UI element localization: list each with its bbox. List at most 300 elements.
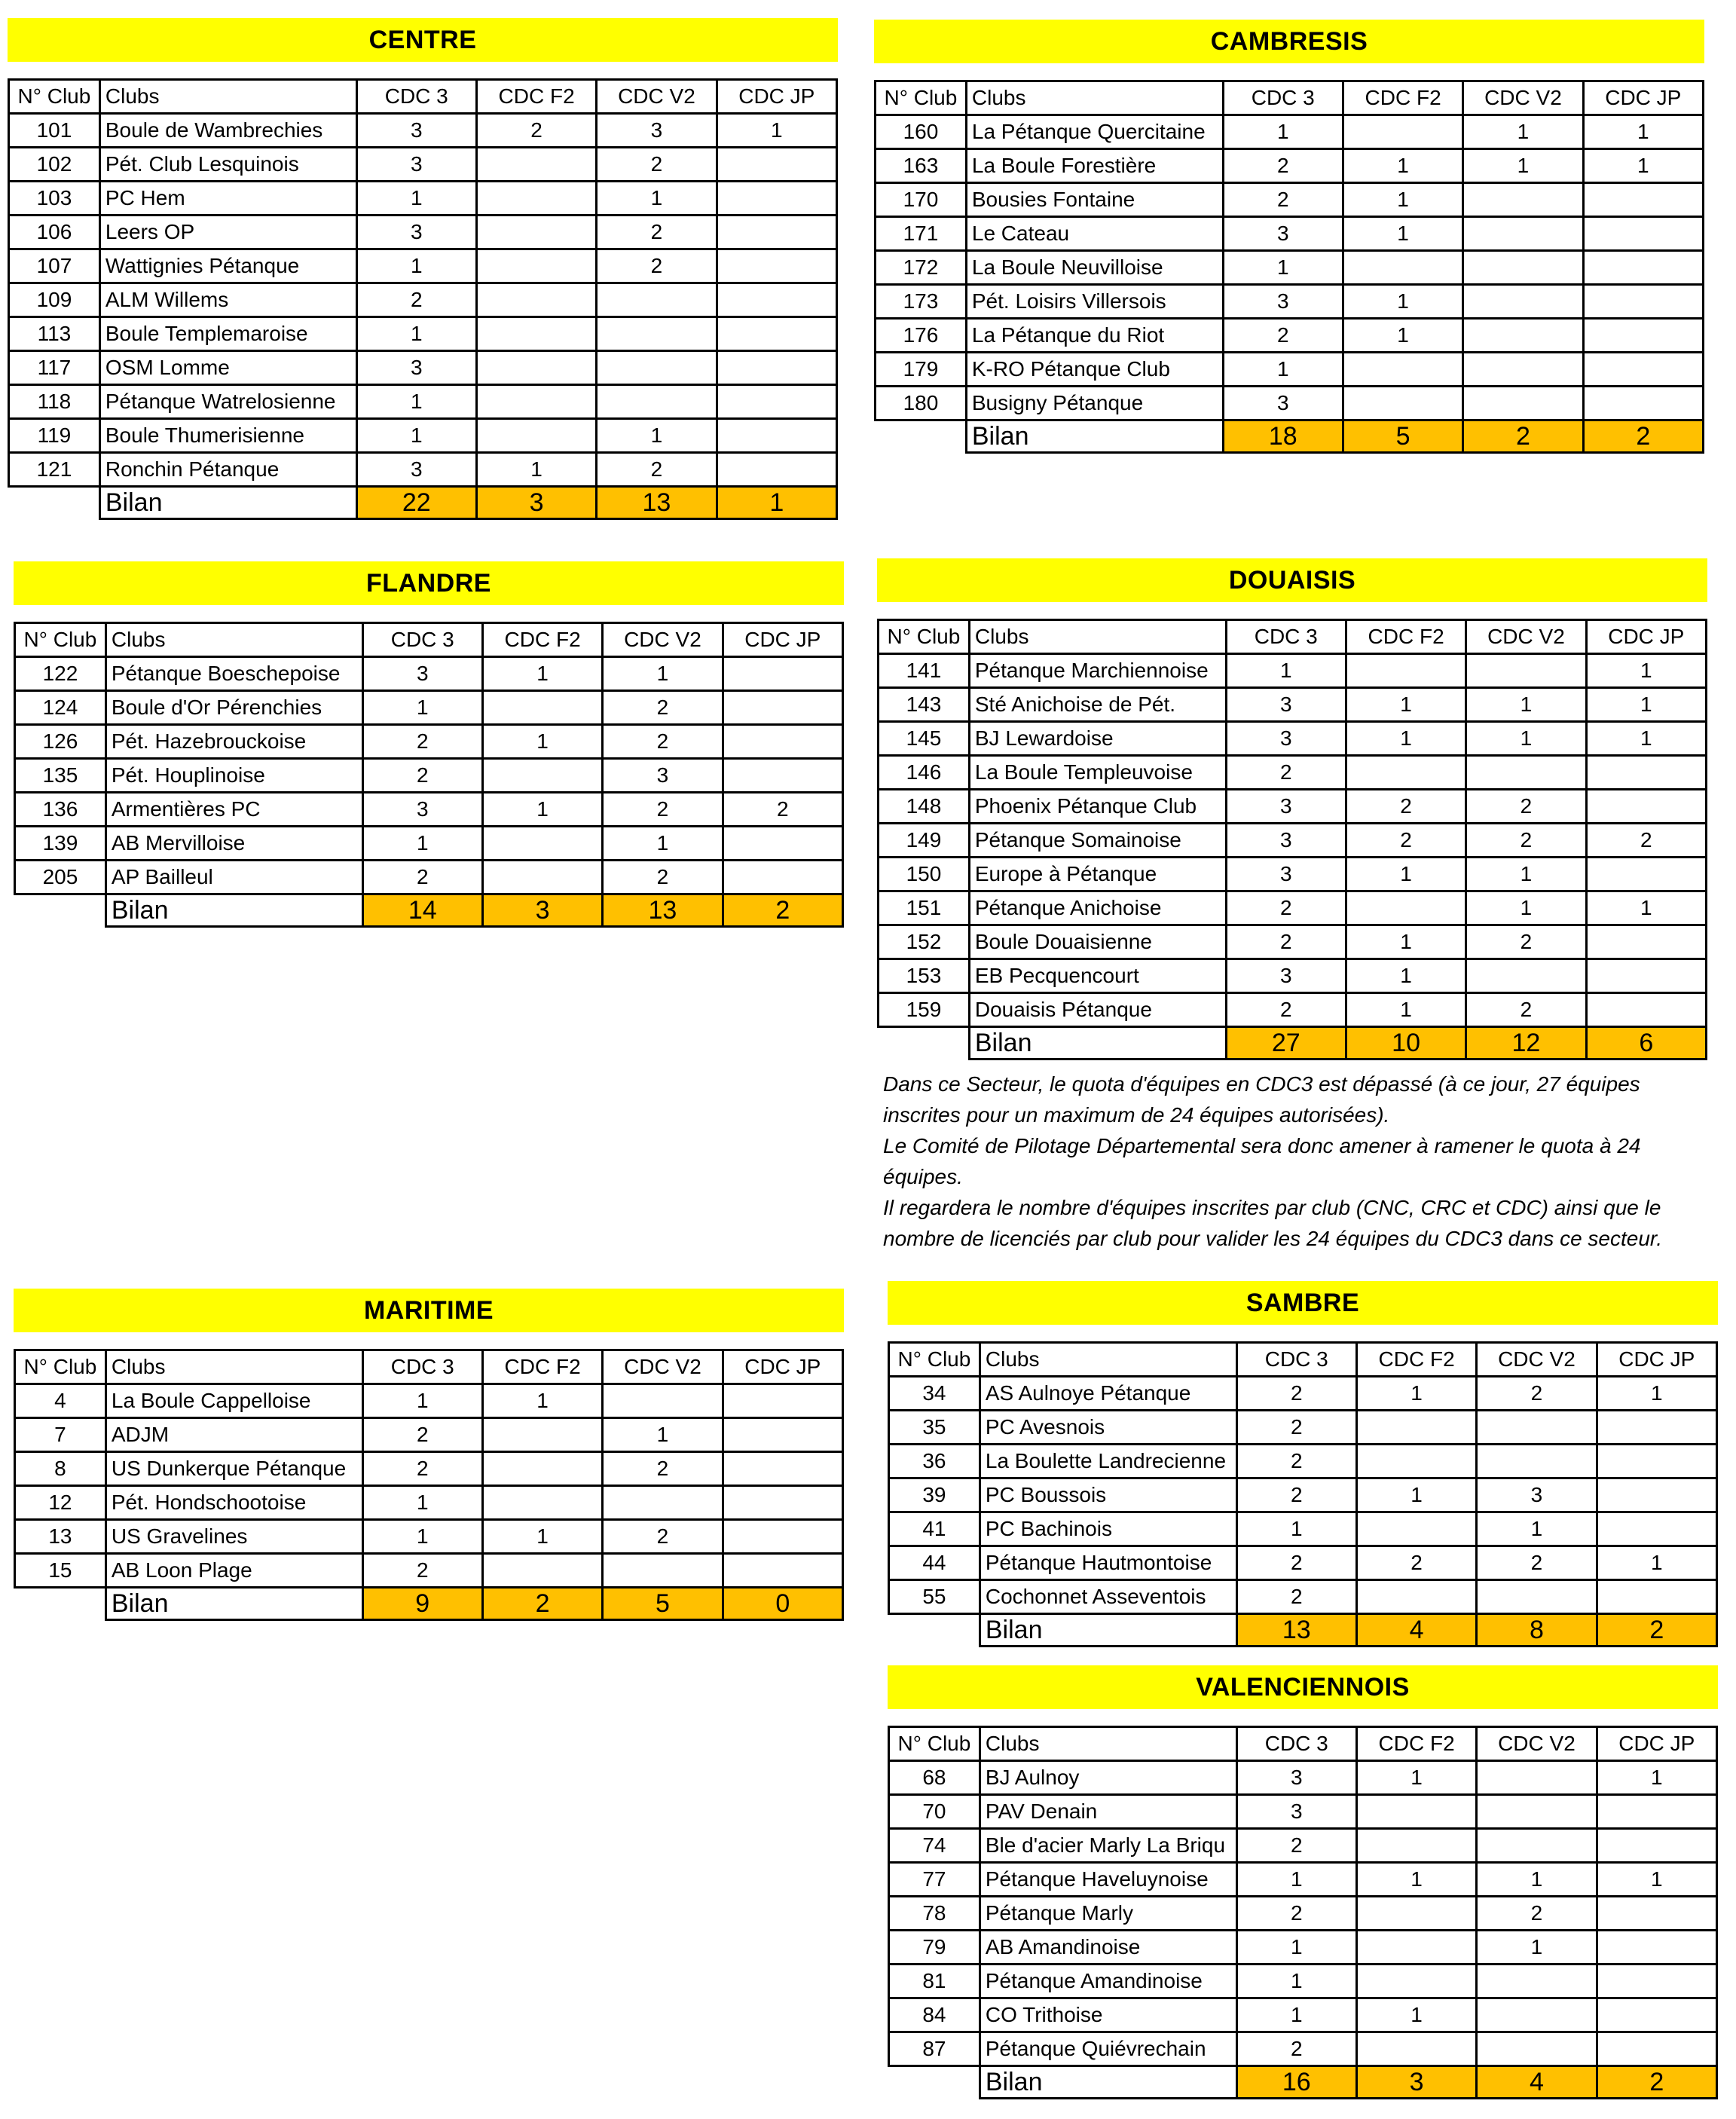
team-count [476,419,596,453]
club-number: 148 [879,790,970,824]
team-count [1346,654,1466,688]
club-name: Pétanque Watrelosienne [99,385,356,419]
team-count [1597,2032,1716,2066]
club-number: 152 [879,925,970,959]
column-header: CDC JP [1597,1727,1716,1761]
club-number: 121 [9,453,100,487]
table-row [15,1554,843,1588]
club-number: 172 [876,251,967,285]
team-count: 3 [1236,1795,1356,1829]
club-name: CO Trithoise [980,1998,1236,2032]
bilan-total: 0 [723,1588,842,1620]
team-count: 1 [1343,149,1462,183]
club-number: 173 [876,285,967,319]
column-header: CDC F2 [1356,1727,1476,1761]
table-row [879,824,1707,858]
team-count [1586,959,1706,993]
team-count [597,283,717,317]
team-count: 1 [362,1520,482,1554]
maritime-table [14,1349,844,1621]
team-count [482,1418,602,1452]
team-count [1463,319,1583,353]
club-name: Douaisis Pétanque [969,993,1226,1027]
club-number: 146 [879,756,970,790]
section-title: VALENCIENNOIS [888,1665,1718,1709]
bilan-total: 14 [362,894,482,927]
team-count [1477,1795,1597,1829]
column-header: Clubs [969,620,1226,654]
table-row [889,2032,1717,2066]
bilan-spacer [876,420,967,453]
bilan-row [15,894,843,927]
team-count: 2 [1236,1411,1356,1445]
team-count: 2 [1223,149,1343,183]
team-count: 3 [1223,285,1343,319]
club-number: 150 [879,858,970,891]
team-count [1356,1965,1476,1998]
team-count: 3 [1226,858,1346,891]
bilan-row [876,420,1704,453]
team-count [1597,1512,1716,1546]
team-count: 1 [1223,115,1343,149]
club-name: BJ Aulnoy [980,1761,1236,1795]
club-number: 15 [15,1554,106,1588]
club-number: 81 [889,1965,980,1998]
table-row [15,759,843,793]
team-count [1466,756,1586,790]
team-count [1466,654,1586,688]
table-row [876,251,1704,285]
bilan-total: 3 [1356,2066,1476,2099]
team-count: 1 [1586,654,1706,688]
team-count [1463,285,1583,319]
team-count [482,691,602,725]
club-name: PAV Denain [980,1795,1236,1829]
team-count [476,317,596,351]
bilan-row [879,1027,1707,1060]
bilan-spacer [15,1588,106,1620]
team-count [1477,2032,1597,2066]
team-count [1477,1580,1597,1614]
club-name: Pétanque Haveluynoise [980,1863,1236,1897]
table-row [15,861,843,894]
section-cambresis [874,20,1704,454]
club-name: ALM Willems [99,283,356,317]
club-name: La Boule Cappelloise [105,1384,362,1418]
table-row [889,1998,1717,2032]
bilan-row [889,2066,1717,2099]
column-header: CDC V2 [1477,1343,1597,1377]
team-count [1356,1795,1476,1829]
team-count: 2 [1236,1445,1356,1478]
team-count: 1 [1597,1761,1716,1795]
team-count: 1 [1586,722,1706,756]
club-number: 119 [9,419,100,453]
team-count: 1 [1356,1761,1476,1795]
team-count: 2 [603,1520,723,1554]
team-count: 1 [356,182,476,216]
team-count: 1 [597,419,717,453]
club-name: AB Loon Plage [105,1554,362,1588]
team-count: 1 [1236,1863,1356,1897]
team-count: 2 [597,249,717,283]
column-header: N° Club [15,1350,106,1384]
club-number: 84 [889,1998,980,2032]
section-title: CENTRE [8,18,838,62]
club-name: Pétanque Marchiennoise [969,654,1226,688]
team-count: 1 [1346,688,1466,722]
bilan-total: 2 [1463,420,1583,453]
team-count: 3 [1226,688,1346,722]
table-row [15,657,843,691]
team-count: 1 [1346,993,1466,1027]
table-row [15,1520,843,1554]
team-count: 2 [1346,824,1466,858]
column-header: Clubs [966,81,1223,115]
section-sambre [888,1281,1718,1647]
team-count: 1 [1477,1931,1597,1965]
club-number: 180 [876,387,967,420]
club-number: 107 [9,249,100,283]
team-count [1477,1445,1597,1478]
team-count: 3 [1226,824,1346,858]
team-count: 2 [362,1418,482,1452]
team-count: 1 [1343,285,1462,319]
club-number: 74 [889,1829,980,1863]
bilan-total: 3 [476,487,596,519]
note-line: Dans ce Secteur, le quota d'équipes en CDC3 est dépassé (à ce jour, 27 équipes [883,1072,1640,1096]
team-count [1586,858,1706,891]
column-header: CDC F2 [1356,1343,1476,1377]
bilan-total: 6 [1586,1027,1706,1060]
team-count [482,759,602,793]
section-title: DOUAISIS [877,558,1707,602]
table-row [9,317,837,351]
team-count: 2 [1236,1897,1356,1931]
note-line: inscrites pour un maximum de 24 équipes autorisées). [883,1103,1390,1127]
club-name: La Boule Forestière [966,149,1223,183]
note-line: nombre de licenciés par club pour valider les 24 équipes du CDC3 dans ce secteur. [883,1227,1662,1250]
club-number: 103 [9,182,100,216]
column-header: CDC F2 [1343,81,1462,115]
table-row [876,183,1704,217]
team-count [1597,1897,1716,1931]
table-row [9,385,837,419]
team-count [1463,353,1583,387]
table-row [879,959,1707,993]
club-number: 135 [15,759,106,793]
team-count: 3 [356,216,476,249]
team-count [723,1486,842,1520]
team-count: 2 [1477,1897,1597,1931]
team-count [1586,925,1706,959]
club-number: 171 [876,217,967,251]
team-count: 3 [1226,722,1346,756]
team-count: 1 [1477,1512,1597,1546]
team-count [723,691,842,725]
team-count [717,148,836,182]
club-number: 87 [889,2032,980,2066]
column-header: CDC 3 [356,80,476,114]
column-header: CDC JP [1583,81,1703,115]
column-header: CDC V2 [603,623,723,657]
team-count [1597,1998,1716,2032]
table-row [9,283,837,317]
team-count [1346,891,1466,925]
team-count: 1 [482,657,602,691]
valenciennois-table [888,1726,1718,2099]
team-count: 3 [1226,790,1346,824]
table-row [879,790,1707,824]
team-count: 2 [1236,1580,1356,1614]
section-title: MARITIME [14,1289,844,1332]
team-count [717,385,836,419]
team-count [717,453,836,487]
team-count: 2 [1477,1377,1597,1411]
team-count: 1 [1223,353,1343,387]
club-name: La Boule Neuvilloise [966,251,1223,285]
club-number: 78 [889,1897,980,1931]
team-count: 1 [1343,319,1462,353]
team-count [597,385,717,419]
team-count: 2 [1466,993,1586,1027]
club-name: PC Boussois [980,1478,1236,1512]
table-row [9,114,837,148]
column-header: Clubs [99,80,356,114]
team-count: 2 [1226,891,1346,925]
club-name: La Boulette Landrecienne [980,1445,1236,1478]
team-count [723,827,842,861]
column-header: CDC JP [717,80,836,114]
bilan-label: Bilan [105,1588,362,1620]
team-count: 2 [1236,1377,1356,1411]
table-row [889,1931,1717,1965]
club-number: 41 [889,1512,980,1546]
team-count: 1 [356,385,476,419]
club-name: Bousies Fontaine [966,183,1223,217]
team-count: 1 [1343,183,1462,217]
team-count: 2 [362,861,482,894]
team-count: 2 [1466,824,1586,858]
club-name: K-RO Pétanque Club [966,353,1223,387]
club-number: 44 [889,1546,980,1580]
team-count [476,148,596,182]
team-count: 3 [1223,217,1343,251]
team-count: 2 [603,691,723,725]
club-name: Boule Douaisienne [969,925,1226,959]
bilan-total: 9 [362,1588,482,1620]
club-name: Cochonnet Asseventois [980,1580,1236,1614]
table-row [889,1580,1717,1614]
table-header-row [879,620,1707,654]
club-name: Armentières PC [105,793,362,827]
club-number: 101 [9,114,100,148]
table-row [889,1795,1717,1829]
team-count [1477,1411,1597,1445]
table-row [876,217,1704,251]
club-name: AB Amandinoise [980,1931,1236,1965]
team-count [482,1452,602,1486]
team-count [1583,387,1703,420]
team-count [1477,1761,1597,1795]
club-name: PC Hem [99,182,356,216]
table-row [879,858,1707,891]
team-count [476,216,596,249]
table-row [876,149,1704,183]
team-count: 2 [1586,824,1706,858]
team-count [1356,1445,1476,1478]
column-header: N° Club [889,1727,980,1761]
club-number: 179 [876,353,967,387]
team-count [1356,1580,1476,1614]
club-name: AB Mervilloise [105,827,362,861]
bilan-total: 27 [1226,1027,1346,1060]
bilan-total: 22 [356,487,476,519]
bilan-label: Bilan [105,894,362,927]
bilan-label: Bilan [99,487,356,519]
table-row [9,182,837,216]
team-count: 2 [597,453,717,487]
column-header: CDC V2 [597,80,717,114]
bilan-total: 5 [1343,420,1462,453]
team-count: 1 [1346,858,1466,891]
club-number: 153 [879,959,970,993]
table-row [879,756,1707,790]
table-row [15,1486,843,1520]
column-header: CDC F2 [482,1350,602,1384]
club-number: 55 [889,1580,980,1614]
column-header: CDC F2 [476,80,596,114]
team-count: 3 [356,453,476,487]
team-count [1586,993,1706,1027]
table-row [15,1384,843,1418]
table-row [889,1512,1717,1546]
table-row [876,319,1704,353]
club-name: Pét. Loisirs Villersois [966,285,1223,319]
column-header: CDC 3 [1236,1343,1356,1377]
club-name: PC Bachinois [980,1512,1236,1546]
club-name: PC Avesnois [980,1411,1236,1445]
team-count [1356,1931,1476,1965]
table-row [889,1897,1717,1931]
team-count: 1 [1346,959,1466,993]
team-count [1597,1829,1716,1863]
table-row [9,148,837,182]
club-number: 79 [889,1931,980,1965]
club-number: 149 [879,824,970,858]
team-count: 1 [482,1384,602,1418]
team-count [1477,1965,1597,1998]
team-count [476,385,596,419]
team-count [1356,1897,1476,1931]
team-count: 1 [356,317,476,351]
team-count: 2 [476,114,596,148]
club-number: 102 [9,148,100,182]
club-name: Pétanque Quiévrechain [980,2032,1236,2066]
club-name: Leers OP [99,216,356,249]
team-count: 1 [482,725,602,759]
team-count [723,759,842,793]
team-count [723,725,842,759]
flandre-table [14,622,844,928]
note-line: Le Comité de Pilotage Départemental sera donc amener à ramener le quota à 24 [883,1134,1641,1157]
team-count: 1 [1583,149,1703,183]
table-row [889,1829,1717,1863]
column-header: CDC 3 [362,1350,482,1384]
team-count [1586,756,1706,790]
bilan-total: 12 [1466,1027,1586,1060]
team-count: 2 [1236,1478,1356,1512]
team-count [1466,959,1586,993]
club-number: 8 [15,1452,106,1486]
club-name: Ronchin Pétanque [99,453,356,487]
bilan-total: 18 [1223,420,1343,453]
team-count [1343,353,1462,387]
cambresis-table [874,80,1704,454]
section-maritime [14,1289,844,1621]
team-count: 1 [1236,1931,1356,1965]
team-count: 2 [1466,925,1586,959]
club-number: 68 [889,1761,980,1795]
team-count: 2 [603,1452,723,1486]
club-name: US Gravelines [105,1520,362,1554]
team-count: 1 [1356,1478,1476,1512]
team-count: 2 [597,148,717,182]
club-name: Wattignies Pétanque [99,249,356,283]
bilan-total: 13 [603,894,723,927]
column-header: CDC JP [723,1350,842,1384]
bilan-row [9,487,837,519]
table-row [889,1377,1717,1411]
team-count [1463,217,1583,251]
team-count [476,351,596,385]
club-name: Pétanque Boeschepoise [105,657,362,691]
table-row [9,249,837,283]
club-name: La Pétanque Quercitaine [966,115,1223,149]
club-number: 163 [876,149,967,183]
table-row [15,1418,843,1452]
team-count: 2 [1223,183,1343,217]
table-row [15,1452,843,1486]
bilan-total: 4 [1477,2066,1597,2099]
table-row [889,1478,1717,1512]
team-count [1583,319,1703,353]
team-count: 1 [1356,1998,1476,2032]
club-name: Pét. Hondschootoise [105,1486,362,1520]
team-count: 1 [603,827,723,861]
team-count [482,861,602,894]
club-name: Busigny Pétanque [966,387,1223,420]
note-line: équipes. [883,1165,963,1188]
team-count [1597,1965,1716,1998]
club-name: ADJM [105,1418,362,1452]
bilan-spacer [9,487,100,519]
table-row [879,688,1707,722]
club-number: 159 [879,993,970,1027]
club-number: 118 [9,385,100,419]
team-count [1463,183,1583,217]
team-count [1343,387,1462,420]
team-count: 3 [1477,1478,1597,1512]
team-count [1583,251,1703,285]
bilan-label: Bilan [969,1027,1226,1060]
team-count [717,249,836,283]
table-row [15,793,843,827]
club-name: Pétanque Marly [980,1897,1236,1931]
team-count: 3 [1226,959,1346,993]
column-header: CDC V2 [1463,81,1583,115]
club-number: 70 [889,1795,980,1829]
